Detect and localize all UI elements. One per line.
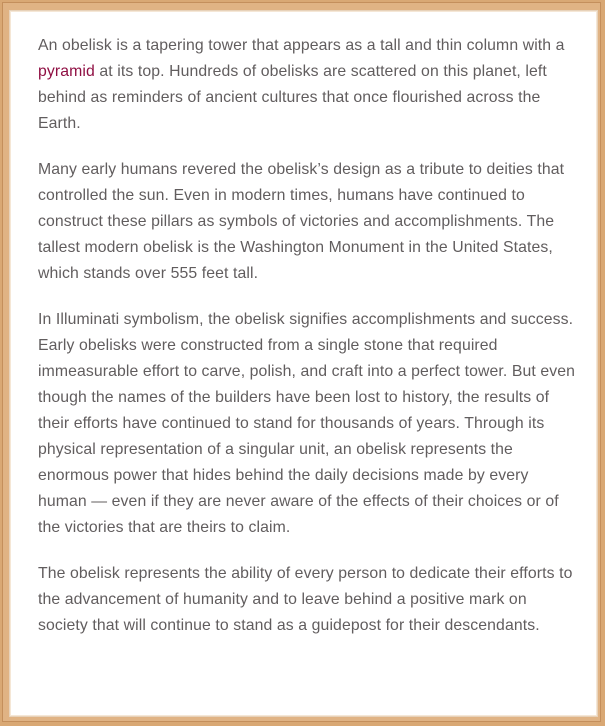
article-body xyxy=(38,33,578,659)
pyramid-link[interactable]: pyramid xyxy=(38,63,95,80)
article-card xyxy=(9,10,598,717)
paragraph-4: The obelisk represents the ability of every person to dedicate their efforts to the advancement of humanity and to leave behind a positive mark on society that will continue to stand as a guidepost for their descendants. xyxy=(38,565,573,634)
paragraph-1-text-before-link: An obelisk is a tapering tower that appears as a tall and thin column with a xyxy=(38,37,565,54)
paragraph-1 xyxy=(38,33,578,137)
paragraph-1-text-after-link: at its top. Hundreds of obelisks are scattered on this planet, left behind as reminders of ancient cultures that once flourished across the Earth. xyxy=(38,63,547,132)
paragraph-2: Many early humans revered the obelisk’s design as a tribute to deities that controlled the sun. Even in modern times, humans have continued to construct these pillars as symbols of victories and accomplishments. The tallest modern obelisk is the Washington Monument in the United States, which stands over 555 feet tall. xyxy=(38,161,565,282)
paragraph-3: In Illuminati symbolism, the obelisk signifies accomplishments and success. Early obelisks were constructed from a single stone that required immeasurable effort to carve, polish, and craft into a perfect tower. But even though the names of the builders have been lost to history, the results of their efforts have continued to stand for thousands of years. Through its physical representation of a singular unit, an obelisk represents the enormous power that hides behind the daily decisions made by every human — even if they are never aware of the effects of their choices or of the victories that are theirs to claim. xyxy=(38,311,575,536)
